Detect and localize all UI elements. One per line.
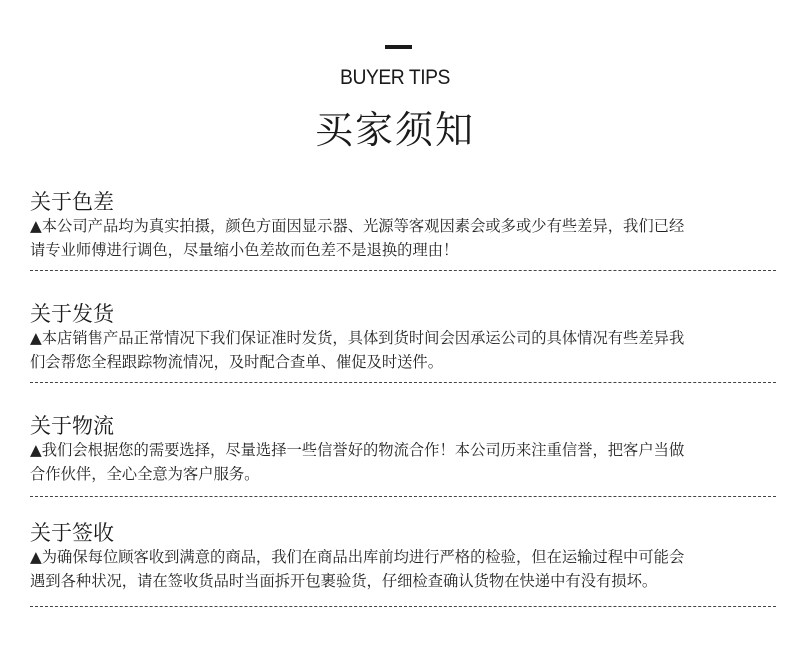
section-body — [30, 214, 776, 262]
section-text-line: 请专业师傅进行调色，尽量缩小色差故而色差不是退换的理由！ — [30, 241, 459, 259]
section-title: 关于签收 — [30, 521, 114, 545]
dashed-divider — [30, 606, 776, 607]
section-text-line: ▲为确保每位顾客收到满意的商品，我们在商品出库前均进行严格的检验，但在运输过程中可能会 — [30, 548, 685, 566]
section-text-line: ▲本公司产品均为真实拍摄，颜色方面因显示器、光源等客观因素会或多或少有些差异，我们已经 — [30, 217, 685, 235]
dashed-divider — [30, 270, 776, 271]
section-body — [30, 545, 776, 593]
section-body — [30, 326, 776, 374]
dashed-divider — [30, 382, 776, 383]
section-text-line: 合作伙伴，全心全意为客户服务。 — [30, 465, 260, 483]
page-title: 买家须知 — [314, 108, 475, 152]
page-subtitle: BUYER TIPS — [340, 66, 450, 89]
section-text-line: ▲我们会根据您的需要选择，尽量选择一些信誉好的物流合作！本公司历来注重信誉，把客户当做 — [30, 441, 685, 459]
section-title: 关于色差 — [30, 190, 114, 214]
dashed-divider — [30, 496, 776, 497]
section-title: 关于物流 — [30, 414, 114, 438]
section-text-line: ▲本店销售产品正常情况下我们保证准时发货，具体到货时间会因承运公司的具体情况有些差异我 — [30, 329, 685, 347]
section-text-line: 遇到各种状况，请在签收货品时当面拆开包裹验货，仔细检查确认货物在快递中有没有损坏。 — [30, 572, 658, 590]
section-title: 关于发货 — [30, 302, 114, 326]
section-body — [30, 438, 776, 486]
header — [0, 0, 790, 170]
section-text-line: 们会帮您全程跟踪物流情况，及时配合查单、催促及时送件。 — [30, 353, 444, 371]
decorative-bar — [385, 45, 412, 49]
